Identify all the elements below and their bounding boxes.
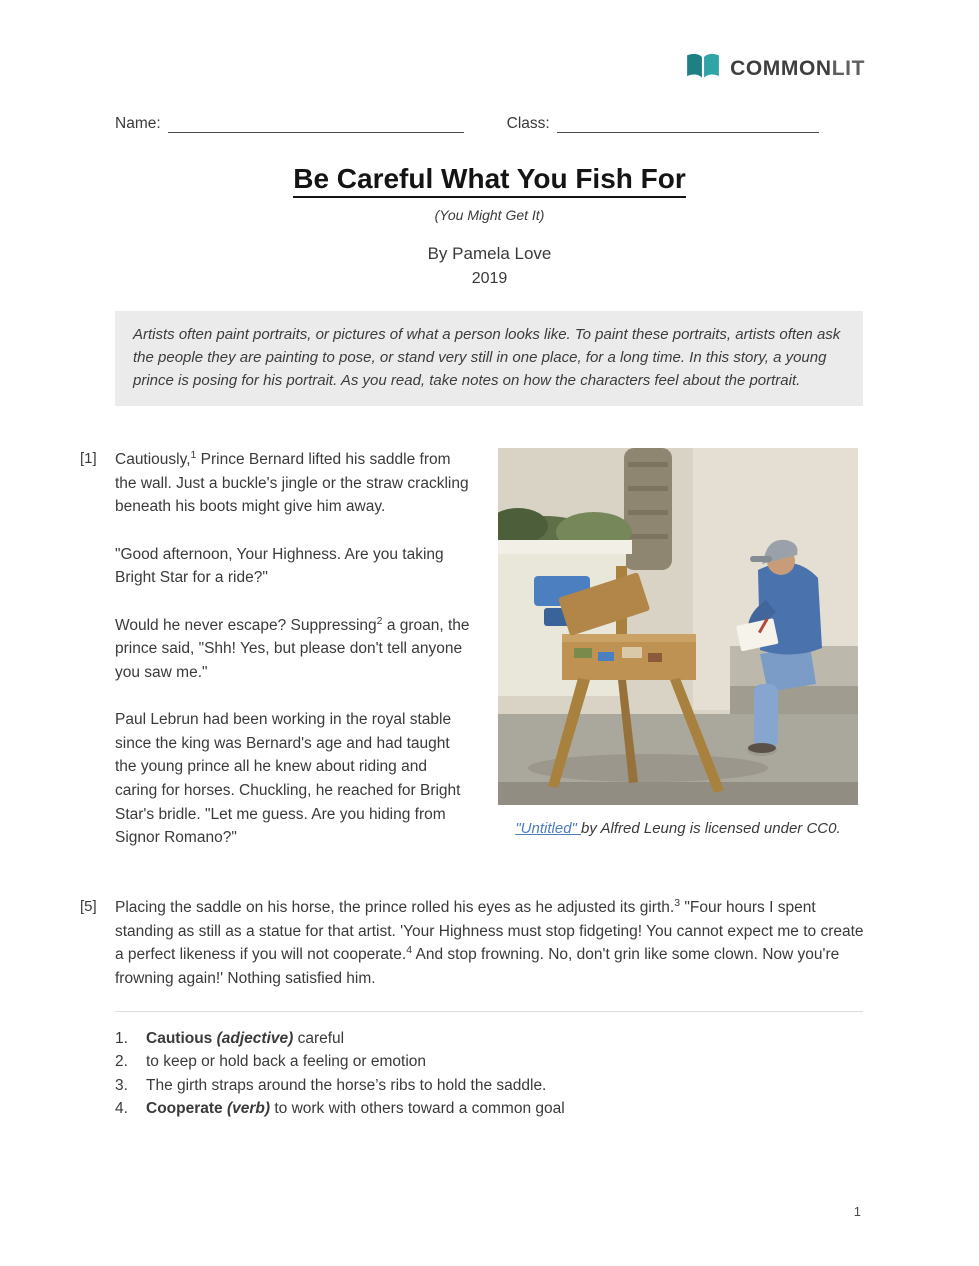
p1-text-b: Prince Bernard lifted his saddle from the wall. Just a buckle's jingle or the straw crackling beneath his boots might give him away. — [115, 451, 469, 516]
figure-column — [498, 448, 858, 874]
story-section — [80, 448, 863, 874]
open-book-icon — [685, 52, 721, 85]
wordmark-lit: LIT — [831, 56, 865, 80]
story-paragraph-4: Paul Lebrun had been working in the royal stable since the king was Bernard's age and had taught the young prince all he knew about riding and caring for horses. Chuckling, he reached for Bright Star's bridle. "Let me guess. Are you hiding from Signor Romano?" — [115, 711, 461, 847]
footnote-pos: (verb) — [226, 1099, 271, 1117]
page-subtitle: (You Might Get It) — [434, 207, 545, 223]
p5-text-c: And stop frowning. No, don't grin like some clown. Now you're frowning again!' Nothing satisfied him. — [115, 946, 840, 987]
paragraph-marker-5: [5] — [80, 898, 97, 915]
p1-text-a: Cautiously, — [115, 451, 191, 468]
story-paragraph-2: "Good afternoon, Your Highness. Are you taking Bright Star for a ride?" — [115, 545, 444, 587]
commonlit-logo — [685, 52, 865, 85]
footnote-item — [115, 1027, 875, 1050]
class-blank-line — [557, 117, 819, 133]
commonlit-wordmark — [730, 57, 865, 81]
p5-text-b: "Four hours I spent standing as still as a statue for that artist. 'Your Highness must stop fidgeting! You cannot expect me to create a perfect likeness if you will not cooperate. — [115, 899, 864, 964]
p3-text-b: a groan, the prince said, "Shh! Yes, but please don't tell anyone you saw me." — [115, 616, 470, 681]
wordmark-common: COMMON — [730, 56, 832, 80]
photo-credit-link[interactable]: "Untitled" — [515, 820, 582, 837]
footnote-definition: careful — [293, 1030, 345, 1047]
title-block — [0, 163, 979, 288]
footnote-term: Cooperate — [146, 1099, 227, 1117]
story-paragraph-1 — [115, 448, 471, 519]
story-text-column — [115, 448, 471, 874]
footnote-pos: (adjective) — [216, 1030, 294, 1047]
footnote-text — [146, 1097, 565, 1120]
footnote-text — [146, 1074, 546, 1097]
page-title: Be Careful What You Fish For — [293, 163, 686, 198]
footnote-number: 4. — [115, 1099, 128, 1117]
footnote-definition: to work with others toward a common goal — [270, 1099, 565, 1117]
footnote-item — [115, 1074, 875, 1097]
story-paragraph-5-row — [80, 896, 870, 990]
footnotes-list — [115, 1027, 875, 1120]
footnote-term: Cautious — [146, 1030, 217, 1047]
footnote-item — [115, 1050, 875, 1073]
footnote-number: 2. — [115, 1053, 128, 1071]
story-photo — [498, 448, 858, 805]
photo-credit-text: by Alfred Leung is licensed under CC0. — [581, 820, 841, 837]
author-byline: By Pamela Love — [427, 244, 552, 263]
footnote-ref-3: 3 — [674, 896, 681, 909]
footnote-ref-4: 4 — [406, 943, 413, 956]
name-class-row — [115, 115, 863, 133]
footnote-definition: to keep or hold back a feeling or emotion — [146, 1053, 427, 1071]
footnote-number: 1. — [115, 1030, 128, 1047]
paragraph-marker-1: [1] — [80, 450, 97, 467]
page-number: 1 — [853, 1204, 861, 1219]
footnotes-divider — [115, 1011, 863, 1012]
footnote-definition: The girth straps around the horse’s ribs to hold the saddle. — [146, 1076, 547, 1094]
footnote-ref-2: 2 — [376, 614, 383, 627]
name-blank-line — [168, 117, 464, 133]
footnote-text — [146, 1050, 426, 1073]
photo-caption — [498, 818, 858, 841]
story-paragraph-3 — [115, 614, 471, 685]
footnote-number: 3. — [115, 1076, 128, 1094]
publication-year: 2019 — [471, 270, 508, 287]
intro-note-box: Artists often paint portraits, or pictures of what a person looks like. To paint these portraits, artists often ask the people they are painting to pose, or stand very still in one place, for a long time. In this story, a young prince is posing for his portrait. As you read, take notes on how the characters feel about the portrait. — [115, 311, 863, 406]
class-label: Class: — [506, 115, 550, 132]
name-label: Name: — [115, 115, 161, 132]
p3-text-a: Would he never escape? Suppressing — [115, 616, 377, 634]
p5-text-a: Placing the saddle on his horse, the prince rolled his eyes as he adjusted its girth. — [115, 899, 675, 916]
footnote-ref-1: 1 — [190, 448, 197, 461]
story-paragraph-5 — [115, 896, 870, 990]
footnote-text — [146, 1027, 344, 1050]
footnote-item — [115, 1097, 875, 1120]
